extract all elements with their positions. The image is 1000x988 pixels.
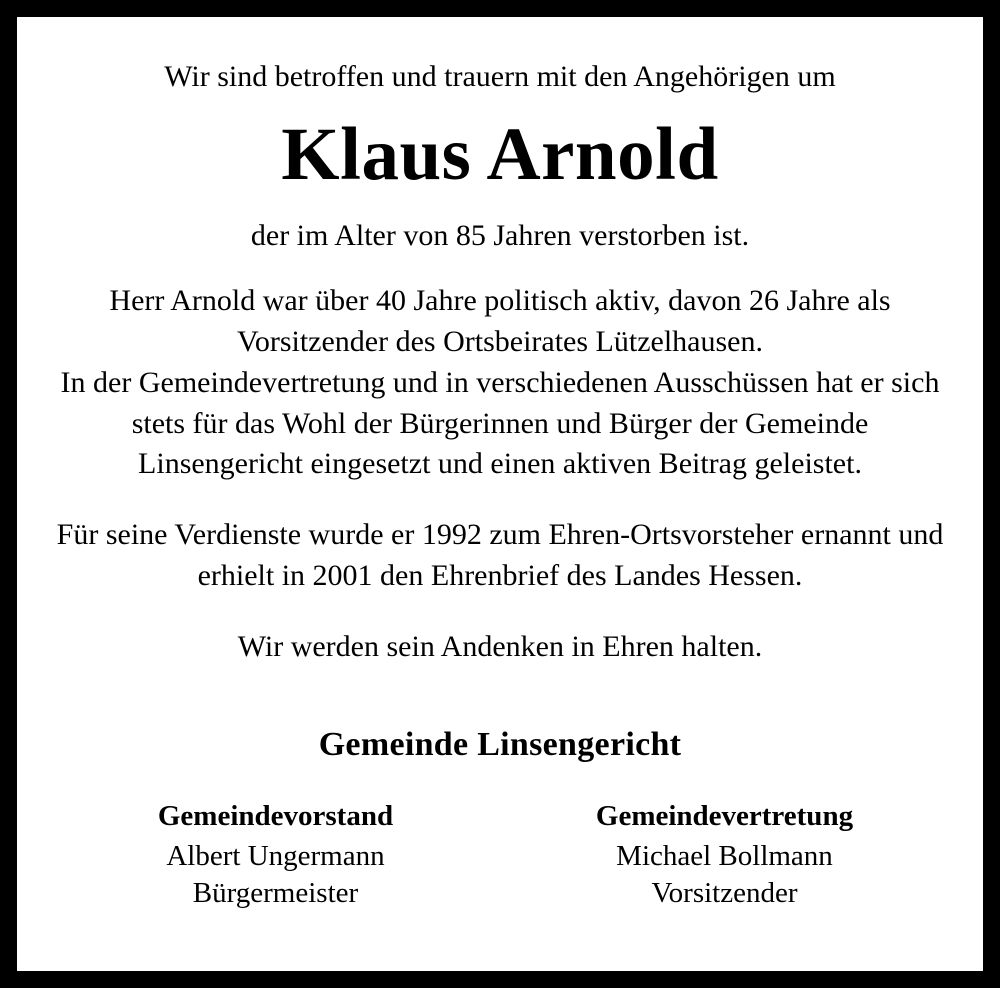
signatory-person: Albert Ungermann (166, 839, 385, 872)
signatory-person: Michael Bollmann (616, 839, 833, 872)
organisation-name: Gemeinde Linsengericht (318, 725, 682, 763)
signatory-role: Vorsitzender (651, 877, 798, 910)
deceased-name: Klaus Arnold (281, 113, 719, 197)
intro-line: Wir sind betroffen und trauern mit den Angehörigen um (164, 60, 836, 93)
tribute-paragraph-1: Herr Arnold war über 40 Jahre politisch aktiv, davon 26 Jahre als Vorsitzender des Ortsbeirates Lützelhausen. In der Gemeindevertretung und in verschiedenen Ausschüssen hat er sich stets für das Wohl der Bürgerinnen und Bürger der Gemeinde Linsengericht eingesetzt und einen aktiven Beitrag geleistet. (60, 284, 940, 481)
age-line: der im Alter von 85 Jahren verstorben ist. (250, 219, 750, 253)
tribute-paragraph-3: Wir werden sein Andenken in Ehren halten. (237, 629, 763, 663)
tribute-paragraph-2: Für seine Verdienste wurde er 1992 zum Ehren-Ortsvorsteher ernannt und erhielt in 2001 den Ehrenbrief des Landes Hessen. (56, 518, 944, 592)
signatories (51, 798, 949, 914)
obituary-card (14, 14, 986, 974)
signatory-block-right (518, 798, 931, 914)
signatory-title: Gemeindevorstand (157, 799, 394, 832)
signatory-block-left (69, 798, 482, 914)
signatory-title: Gemeindevertretung (595, 799, 854, 832)
signatory-role: Bürgermeister (192, 877, 359, 910)
